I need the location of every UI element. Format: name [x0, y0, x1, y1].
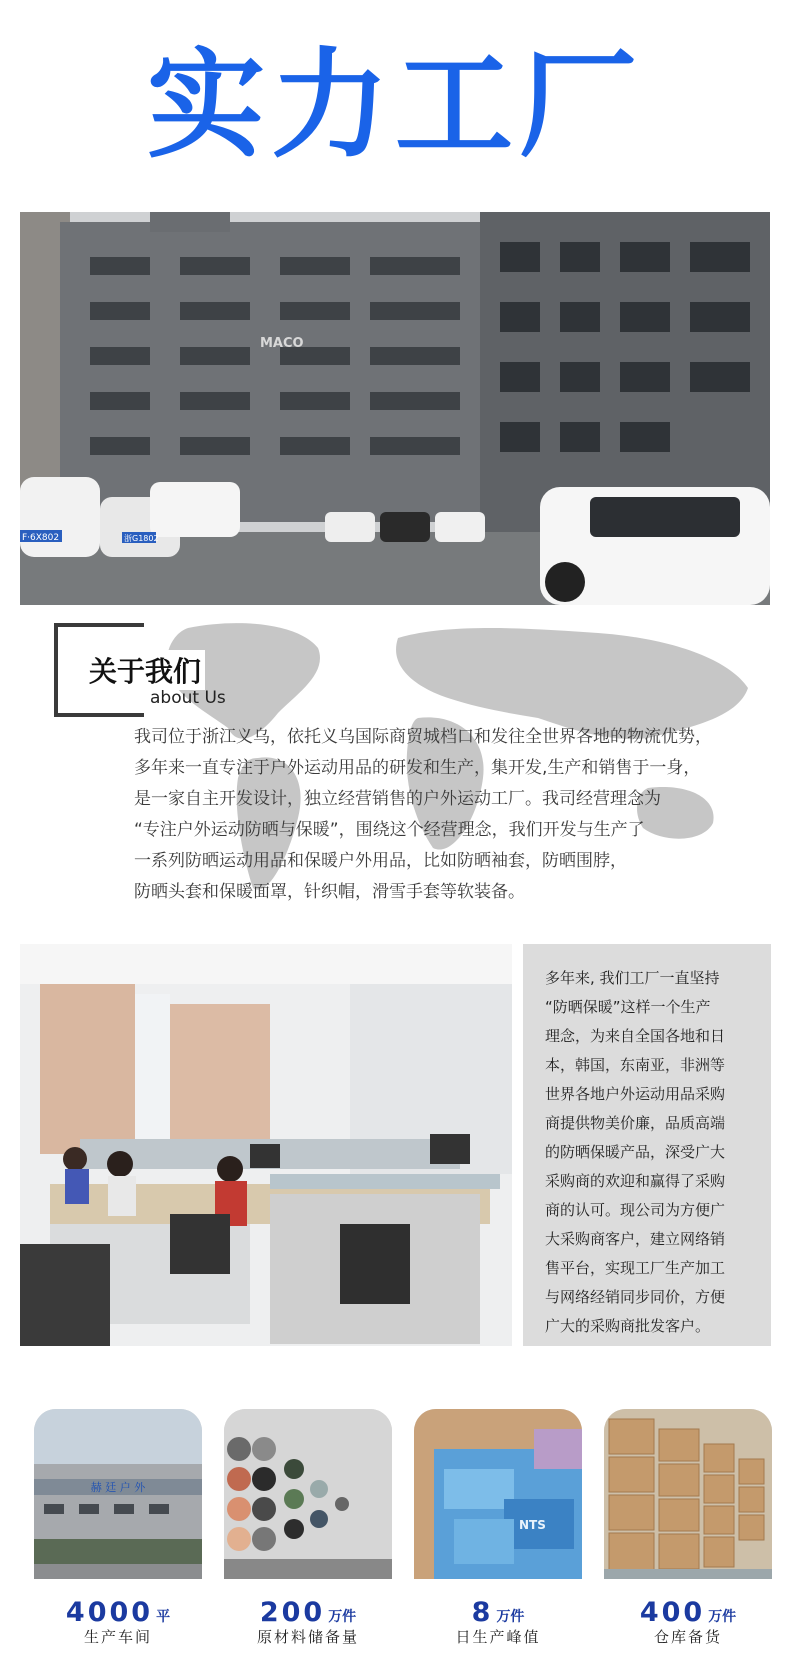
stat-unit: 万件 — [708, 1609, 737, 1625]
about-subheading: about Us — [150, 688, 226, 708]
stat-label: 仓库备货 — [653, 1628, 722, 1646]
office-text-panel — [523, 944, 771, 1346]
stat-photo-fabric-rolls — [224, 1409, 392, 1579]
building-sign: MACO — [260, 336, 304, 351]
stat-raw-material — [224, 1409, 392, 1647]
office-paragraph — [545, 964, 755, 1341]
office-line: 的防晒保暖产品，深受广大 — [545, 1143, 726, 1161]
about-line: 一系列防晒运动用品和保暖户外用品，比如防晒袖套，防晒围脖， — [134, 851, 627, 871]
about-line: 多年来一直专注于户外运动用品的研发和生产，集开发,生产和销售于一身， — [134, 758, 701, 778]
stat-photo-warehouse — [604, 1409, 772, 1579]
about-line: 我司位于浙江义乌，依托义乌国际商贸城档口和发往全世界各地的物流优势， — [134, 727, 712, 747]
stat-number: 400 — [639, 1597, 706, 1628]
stat-label: 生产车间 — [83, 1628, 152, 1646]
stat-daily-output — [414, 1409, 582, 1647]
office-line: 大采购商客户，建立网络销 — [545, 1230, 726, 1248]
stat-unit: 万件 — [496, 1609, 525, 1625]
office-line: 商提供物美价廉，品质高端 — [545, 1114, 726, 1132]
stat-label: 原材料储备量 — [256, 1628, 359, 1646]
stat-photo-packaged-goods — [414, 1409, 582, 1579]
stat-production-area — [34, 1409, 202, 1647]
office-line: 理念，为来自全国各地和日 — [545, 1027, 726, 1045]
license-plate-1: F·6X802 — [22, 533, 60, 543]
stat-warehouse-stock — [604, 1409, 772, 1647]
about-paragraph — [134, 722, 774, 908]
about-line: “专注户外运动防晒与保暖”，围绕这个经营理念，我们开发与生产了 — [134, 820, 645, 840]
office-line: 多年来, 我们工厂一直坚持 — [545, 969, 720, 987]
page-title: 实力工厂 — [146, 36, 643, 174]
stat-number: 200 — [259, 1597, 326, 1628]
stat-number: 8 — [471, 1597, 494, 1628]
office-line: 广大的采购商批发客户。 — [545, 1317, 711, 1335]
office-line: 世界各地户外运动用品采购 — [545, 1085, 726, 1103]
package-brand: NTS — [519, 1518, 546, 1532]
office-line: 与网络经销同步同价，方便 — [545, 1288, 726, 1306]
stat-photo-workshop — [34, 1409, 202, 1579]
stat-unit: 平 — [156, 1609, 171, 1625]
about-line: 是一家自主开发设计，独立经营销售的户外运动工厂。我司经营理念为 — [134, 789, 661, 809]
office-line: 采购商的欢迎和赢得了采购 — [545, 1172, 726, 1190]
stat-label: 日生产峰值 — [455, 1628, 541, 1646]
license-plate-2: 浙G1802 — [124, 534, 159, 543]
office-line: 售平台，实现工厂生产加工 — [545, 1259, 726, 1277]
office-line: 商的认可。现公司为方便广 — [545, 1201, 726, 1219]
about-heading: 关于我们 — [85, 650, 205, 690]
stat-number: 4000 — [65, 1597, 154, 1628]
about-line: 防晒头套和保暖面罩，针织帽，滑雪手套等软装备。 — [134, 882, 525, 902]
office-line: “防晒保暖”这样一个生产 — [545, 998, 711, 1016]
workshop-sign: 赫 廷 户 外 — [90, 1481, 146, 1494]
stat-unit: 万件 — [328, 1609, 357, 1625]
office-line: 本，韩国，东南亚，非洲等 — [545, 1056, 726, 1074]
factory-exterior-photo — [20, 212, 770, 605]
office-photo — [20, 944, 512, 1346]
